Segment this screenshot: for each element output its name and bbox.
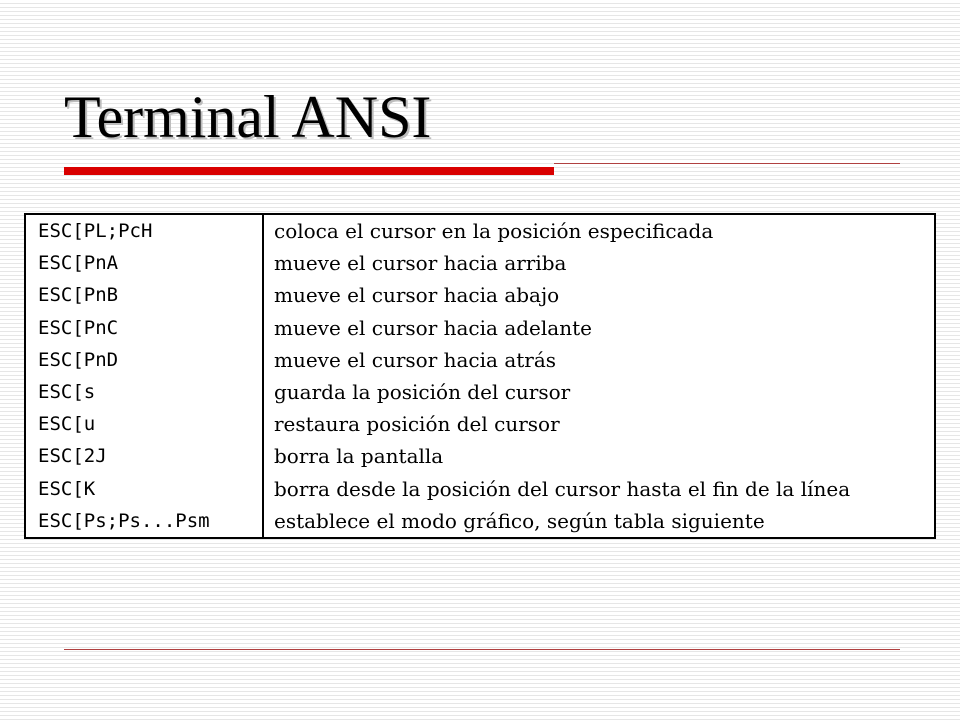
code-description: mueve el cursor hacia atrás: [274, 347, 557, 372]
code-description: restaura posición del cursor: [274, 412, 560, 437]
code-description: guarda la posición del cursor: [274, 380, 571, 405]
ansi-codes-table: [24, 213, 936, 539]
title-divider-line: [554, 163, 900, 164]
escape-code: ESC[PnA: [26, 247, 263, 279]
code-description: borra desde la posición del cursor hasta el fin de la línea: [274, 476, 851, 501]
escape-code: ESC[Ps;Ps...Psm: [26, 505, 263, 537]
escape-code: ESC[2J: [26, 440, 263, 472]
escape-code: ESC[PnB: [26, 279, 263, 311]
table-row: [26, 344, 934, 376]
table-row: [26, 505, 934, 537]
escape-code: ESC[K: [26, 473, 263, 505]
escape-code: ESC[PnD: [26, 344, 263, 376]
escape-code: ESC[PL;PcH: [26, 215, 263, 247]
table-row: [26, 279, 934, 311]
table-row: [26, 312, 934, 344]
footer-divider-line: [64, 649, 900, 650]
code-description: mueve el cursor hacia adelante: [274, 315, 592, 340]
escape-code: ESC[u: [26, 408, 263, 440]
code-description: coloca el cursor en la posición especificada: [274, 219, 714, 244]
table-row: [26, 247, 934, 279]
table-row: [26, 473, 934, 505]
title-accent-bar: [64, 167, 554, 175]
table-row: [26, 408, 934, 440]
code-description: mueve el cursor hacia arriba: [274, 251, 567, 276]
code-description: borra la pantalla: [274, 444, 444, 469]
escape-code: ESC[PnC: [26, 312, 263, 344]
code-description: mueve el cursor hacia abajo: [274, 283, 560, 308]
slide-title: Terminal ANSI: [64, 84, 432, 150]
escape-code: ESC[s: [26, 376, 263, 408]
table-row: [26, 440, 934, 472]
code-description: establece el modo gráfico, según tabla siguiente: [274, 508, 765, 533]
table-row: [26, 376, 934, 408]
table-row: [26, 215, 934, 247]
